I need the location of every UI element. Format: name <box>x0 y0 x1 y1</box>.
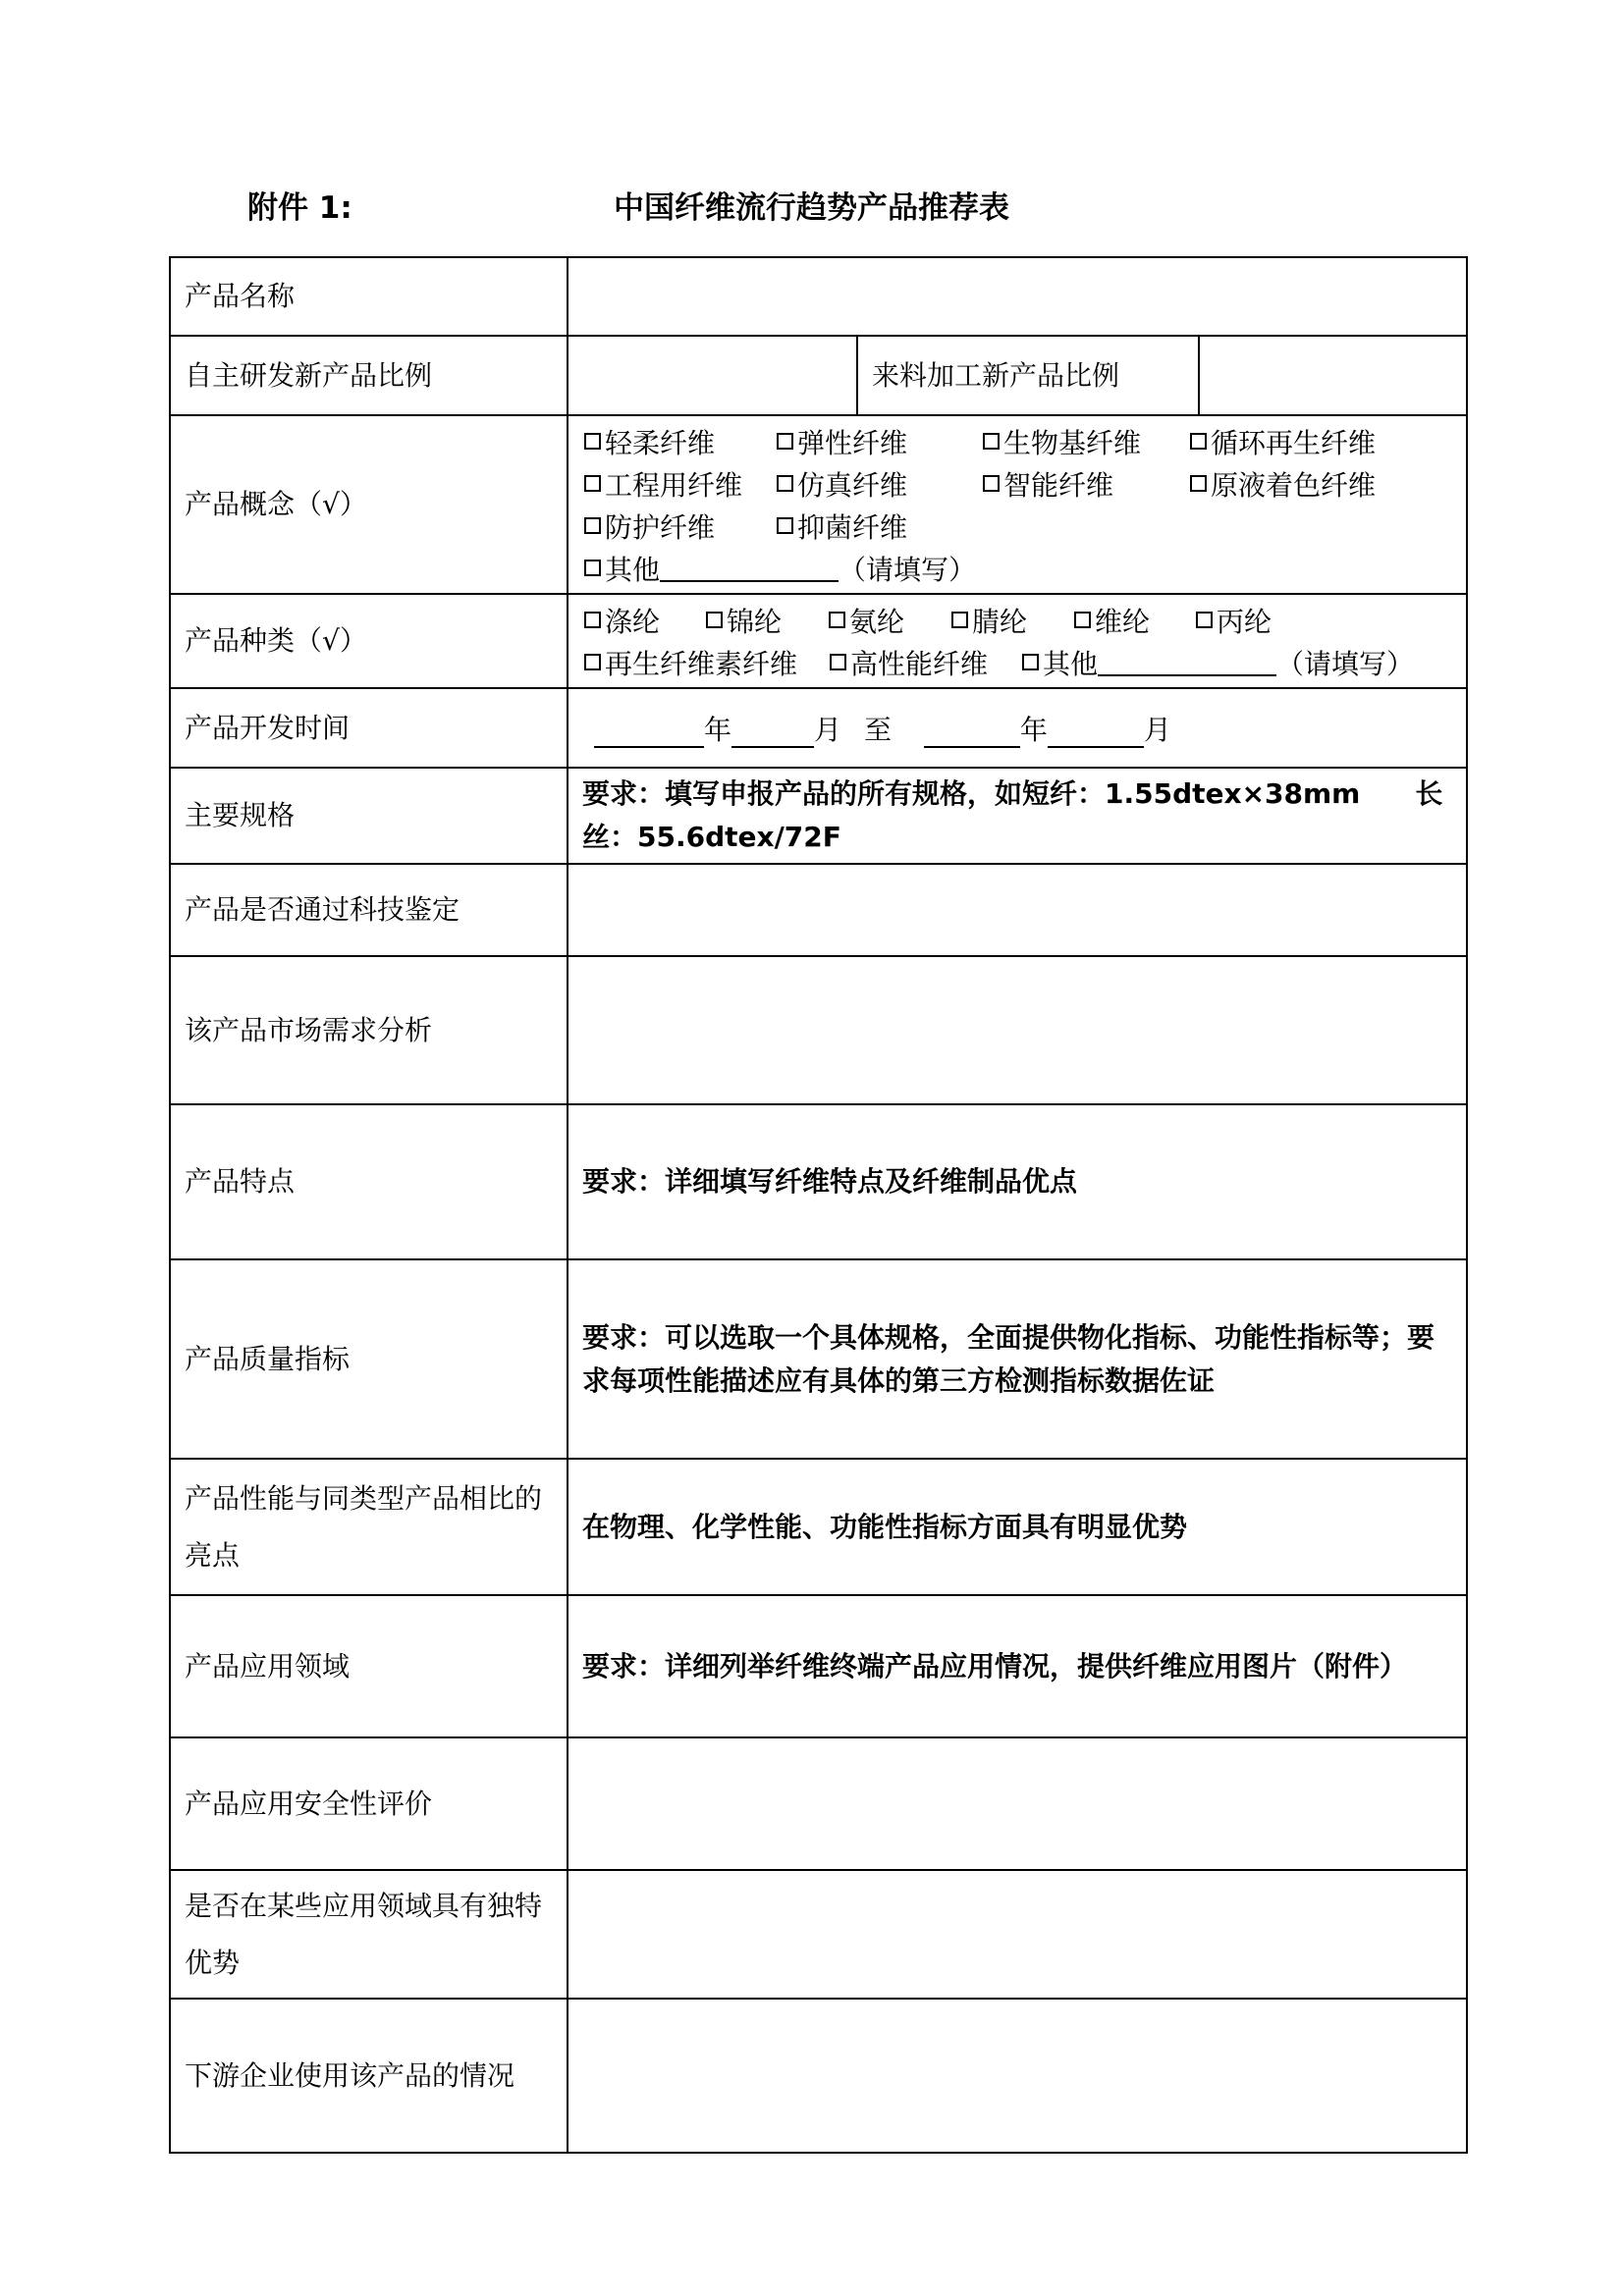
label-concept: 产品概念（√） <box>170 415 568 594</box>
checkbox-icon <box>983 433 1000 450</box>
spec-requirement[interactable]: 要求：填写申报产品的所有规格，如短纤：1.55dtex×38mm 长丝：55.6dtex/72F <box>568 768 1467 864</box>
checkbox-icon <box>1196 612 1213 628</box>
checkbox-icon <box>706 612 723 628</box>
concept-options <box>568 415 1467 594</box>
label-application: 产品应用领域 <box>170 1595 568 1737</box>
checkbox-icon <box>584 654 601 670</box>
field-downstream[interactable] <box>568 1999 1467 2153</box>
category-other-option[interactable]: 其他 <box>1022 643 1098 682</box>
category-option[interactable]: 锦纶 <box>706 601 829 640</box>
label-appraisal: 产品是否通过科技鉴定 <box>170 864 568 956</box>
row-advantage <box>170 1870 1467 1999</box>
field-advantage[interactable] <box>568 1870 1467 1999</box>
label-quality: 产品质量指标 <box>170 1259 568 1459</box>
checkbox-icon <box>584 560 601 576</box>
ratio-cell <box>568 336 1467 415</box>
row-features <box>170 1104 1467 1259</box>
checkbox-icon <box>951 612 968 628</box>
label-self-ratio: 自主研发新产品比例 <box>170 336 568 415</box>
row-appraisal <box>170 864 1467 956</box>
end-year-blank[interactable] <box>924 721 1020 748</box>
checkbox-icon <box>1190 475 1207 492</box>
concept-option[interactable]: 智能纤维 <box>983 464 1190 504</box>
end-month-blank[interactable] <box>1048 721 1144 748</box>
month-label: 月 <box>814 713 842 746</box>
concept-option[interactable]: 防护纤维 <box>584 507 777 546</box>
category-option[interactable]: 再生纤维素纤维 <box>584 643 830 682</box>
checkbox-icon <box>1074 612 1091 628</box>
checkbox-icon <box>584 475 601 492</box>
checkbox-icon <box>777 433 793 450</box>
concept-option[interactable]: 弹性纤维 <box>777 422 983 461</box>
concept-other-hint: （请填写） <box>839 553 977 586</box>
row-category <box>170 594 1467 688</box>
row-application <box>170 1595 1467 1737</box>
row-product-name <box>170 257 1467 336</box>
checkbox-icon <box>830 654 846 670</box>
row-spec <box>170 768 1467 864</box>
document-header <box>0 183 1624 232</box>
label-advantage: 是否在某些应用领域具有独特优势 <box>170 1870 568 1999</box>
label-market: 该产品市场需求分析 <box>170 956 568 1104</box>
checkbox-icon <box>584 612 601 628</box>
attachment-label: 附件 1: <box>247 190 352 226</box>
row-market <box>170 956 1467 1104</box>
label-downstream: 下游企业使用该产品的情况 <box>170 1999 568 2153</box>
checkbox-icon <box>1190 433 1207 450</box>
quality-requirement[interactable]: 要求：可以选取一个具体规格，全面提供物化指标、功能性指标等；要求每项性能描述应有具体的第三方检测指标数据佐证 <box>568 1259 1467 1459</box>
field-self-ratio[interactable] <box>568 337 857 414</box>
concept-option[interactable]: 原液着色纤维 <box>1190 464 1376 504</box>
highlight-requirement[interactable]: 在物理、化学性能、功能性指标方面具有明显优势 <box>568 1459 1467 1595</box>
field-market[interactable] <box>568 956 1467 1104</box>
category-option[interactable]: 高性能纤维 <box>830 643 1022 682</box>
start-year-blank[interactable] <box>594 721 704 748</box>
field-safety[interactable] <box>568 1737 1467 1870</box>
page-title: 中国纤维流行趋势产品推荐表 <box>614 190 1009 226</box>
to-label: 至 <box>863 713 892 746</box>
label-spec: 主要规格 <box>170 768 568 864</box>
label-safety: 产品应用安全性评价 <box>170 1737 568 1870</box>
concept-other-option[interactable]: 其他 <box>584 549 660 588</box>
checkbox-icon <box>584 433 601 450</box>
dev-time-field <box>568 688 1467 768</box>
field-appraisal[interactable] <box>568 864 1467 956</box>
checkbox-icon <box>983 475 1000 492</box>
checkbox-icon <box>584 517 601 534</box>
concept-option[interactable]: 工程用纤维 <box>584 464 777 504</box>
checkbox-icon <box>777 517 793 534</box>
year-label: 年 <box>1019 713 1048 746</box>
year-label: 年 <box>704 713 732 746</box>
start-month-blank[interactable] <box>731 721 814 748</box>
concept-option[interactable]: 抑菌纤维 <box>777 507 907 546</box>
row-highlight <box>170 1459 1467 1595</box>
checkbox-icon <box>1022 654 1039 670</box>
category-option[interactable]: 氨纶 <box>829 601 951 640</box>
category-option[interactable]: 涤纶 <box>584 601 706 640</box>
row-dev-time <box>170 688 1467 768</box>
row-downstream <box>170 1999 1467 2153</box>
row-ratios <box>170 336 1467 415</box>
label-product-name: 产品名称 <box>170 257 568 336</box>
field-oem-ratio[interactable] <box>1199 337 1466 414</box>
category-other-hint: （请填写） <box>1276 647 1415 680</box>
category-option[interactable]: 丙纶 <box>1196 601 1272 640</box>
concept-other-blank[interactable] <box>660 555 839 582</box>
field-product-name[interactable] <box>568 257 1467 336</box>
row-quality <box>170 1259 1467 1459</box>
label-features: 产品特点 <box>170 1104 568 1259</box>
concept-option[interactable]: 轻柔纤维 <box>584 422 777 461</box>
row-concept <box>170 415 1467 594</box>
category-option[interactable]: 维纶 <box>1074 601 1196 640</box>
application-requirement[interactable]: 要求：详细列举纤维终端产品应用情况，提供纤维应用图片（附件） <box>568 1595 1467 1737</box>
label-oem-ratio: 来料加工新产品比例 <box>857 337 1199 414</box>
checkbox-icon <box>777 475 793 492</box>
category-options <box>568 594 1467 688</box>
category-other-blank[interactable] <box>1098 649 1276 676</box>
label-category: 产品种类（√） <box>170 594 568 688</box>
category-option[interactable]: 腈纶 <box>951 601 1074 640</box>
label-dev-time: 产品开发时间 <box>170 688 568 768</box>
concept-option[interactable]: 循环再生纤维 <box>1190 422 1376 461</box>
features-requirement[interactable]: 要求：详细填写纤维特点及纤维制品优点 <box>568 1104 1467 1259</box>
checkbox-icon <box>829 612 845 628</box>
row-safety <box>170 1737 1467 1870</box>
month-label: 月 <box>1143 713 1171 746</box>
label-highlight: 产品性能与同类型产品相比的亮点 <box>170 1459 568 1595</box>
recommendation-form <box>169 256 1468 2154</box>
concept-option[interactable]: 生物基纤维 <box>983 422 1190 461</box>
concept-option[interactable]: 仿真纤维 <box>777 464 983 504</box>
